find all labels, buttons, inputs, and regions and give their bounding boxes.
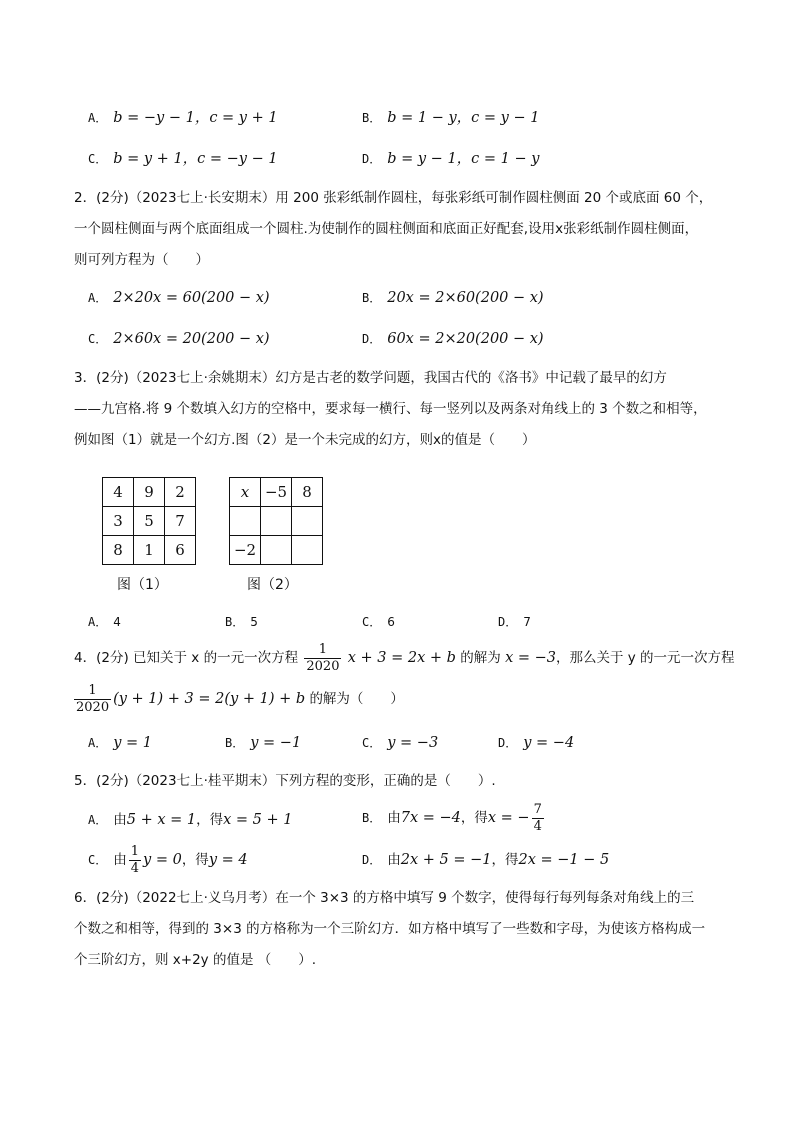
fraction: $\frac{1}{2020}$ xyxy=(76,682,110,715)
q5-option-a: A． 由5 + x = 1，得x = 5 + 1 xyxy=(88,812,293,828)
grid2-cell: −5 xyxy=(261,478,292,507)
magic-square-figure-2 xyxy=(229,477,323,565)
q2-stem-line1: 2．(2分)（2023七上·长安期末）用 200 张彩纸制作圆柱，每张彩纸可制作圆柱侧面 20 个或底面 60 个， xyxy=(74,190,713,206)
q4-option-b: B． y = −1 xyxy=(225,735,302,751)
grid1-cell: 4 xyxy=(103,478,134,507)
grid1-cell: 6 xyxy=(165,536,196,565)
q5-stem-line1: 5．(2分)（2023七上·桂平期末）下列方程的变形，正确的是（ ）. xyxy=(74,773,496,789)
q3-option-b: B． 5 xyxy=(225,615,258,629)
q3-option-c: C． 6 xyxy=(362,615,395,629)
grid1-cell: 8 xyxy=(103,536,134,565)
q3-option-a: A． 4 xyxy=(88,615,121,629)
q3-stem-line3: 例如图（1）就是一个幻方.图（2）是一个未完成的幻方，则x的值是（ ） xyxy=(74,432,536,448)
magic-square-figure-1 xyxy=(102,477,196,565)
grid1-cell: 7 xyxy=(165,507,196,536)
grid2-cell xyxy=(292,507,323,536)
q3-option-d: D． 7 xyxy=(498,615,531,629)
q4-stem-line2: $\frac{1}{2020}$ (y + 1) + 3 = 2(y + 1) + b 的解为（ ） xyxy=(76,682,404,715)
fraction: $\frac{1}{2020}$ xyxy=(306,641,340,674)
q4-stem-line1: 4．(2分) 已知关于 x 的一元一次方程 $\frac{1}{2020}$ x + 3 = 2x + b 的解为 x = −3，那么关于 y 的一元一次方程 xyxy=(74,641,735,674)
q6-stem-line3: 个三阶幻方，则 x+2y 的值是 （ ）. xyxy=(74,952,317,968)
q3-stem-line1: 3．(2分)（2023七上·余姚期末）幻方是古老的数学问题，我国古代的《洛书》中记载了最早的幻方 xyxy=(74,370,667,386)
q5-option-b: B． 由7x = −4，得x = − $\frac{7}{4}$ xyxy=(362,801,542,834)
fraction: $\frac{1}{4}$ xyxy=(130,843,140,876)
q2-stem-line2: 一个圆柱侧面与两个底面组成一个圆柱.为使制作的圆柱侧面和底面正好配套,设用x张彩纸制作圆柱侧面， xyxy=(74,221,699,237)
q3-stem-line2: ——九宫格.将 9 个数填入幻方的空格中，要求每一横行、每一竖列以及两条对角线上的 3 个数之和相等， xyxy=(74,401,707,417)
grid1-cell: 2 xyxy=(165,478,196,507)
grid2-cell: 8 xyxy=(292,478,323,507)
q2-stem-line3: 则可列方程为（ ） xyxy=(74,252,209,268)
q2-option-c: C． 2×60x = 20(200 − x) xyxy=(88,331,270,347)
grid2-cell xyxy=(261,536,292,565)
grid1-cell: 1 xyxy=(134,536,165,565)
grid1-cell: 5 xyxy=(134,507,165,536)
figure-1-caption: 图（1） xyxy=(117,577,168,593)
figure-2-caption: 图（2） xyxy=(247,577,298,593)
grid2-cell xyxy=(261,507,292,536)
q5-option-c: C． 由 $\frac{1}{4}$ y = 0，得y = 4 xyxy=(88,843,248,876)
grid1-cell: 9 xyxy=(134,478,165,507)
grid1-cell: 3 xyxy=(103,507,134,536)
q2-option-b: B． 20x = 2×60(200 − x) xyxy=(362,290,544,306)
q4-option-a: A． y = 1 xyxy=(88,735,153,751)
q5-option-d: D． 由2x + 5 = −1，得2x = −1 − 5 xyxy=(362,852,610,868)
grid2-cell xyxy=(292,536,323,565)
q1-option-a: A． b = −y − 1，c = y + 1 xyxy=(88,110,278,126)
q1-option-c: C． b = y + 1，c = −y − 1 xyxy=(88,151,278,167)
q6-stem-line2: 个数之和相等，得到的 3×3 的方格称为一个三阶幻方．如方格中填写了一些数和字母，为使该方格构成一 xyxy=(74,921,706,937)
grid2-cell xyxy=(230,507,261,536)
grid2-cell: −2 xyxy=(230,536,261,565)
q4-option-d: D． y = −4 xyxy=(498,735,575,751)
q1-option-d: D． b = y − 1，c = 1 − y xyxy=(362,151,540,167)
fraction: $\frac{7}{4}$ xyxy=(533,801,542,834)
q2-option-d: D． 60x = 2×20(200 − x) xyxy=(362,331,544,347)
q6-stem-line1: 6．(2分)（2022七上·义乌月考）在一个 3×3 的方格中填写 9 个数字，使得每行每列每条对角线上的三 xyxy=(74,890,695,906)
grid2-cell: x xyxy=(230,478,261,507)
q1-option-b: B． b = 1 − y，c = y − 1 xyxy=(362,110,540,126)
q4-option-c: C． y = −3 xyxy=(362,735,439,751)
q2-option-a: A． 2×20x = 60(200 − x) xyxy=(88,290,270,306)
